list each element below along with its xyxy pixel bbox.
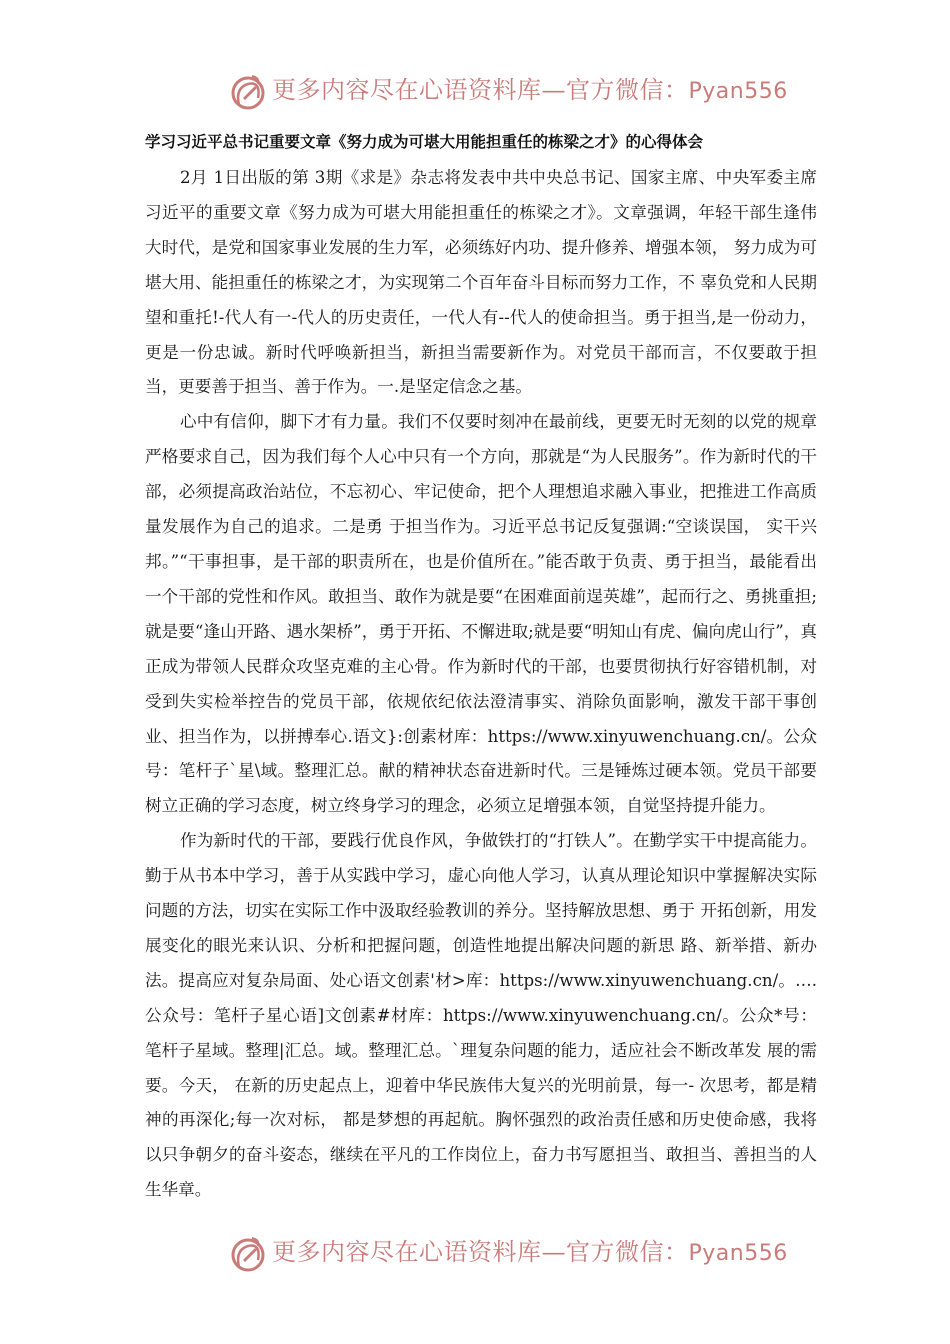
paragraph: 2月 1日出版的第 3期《求是》杂志将发表中共中央总书记、国家主席、中央军委主席习近平的重要文章《努力成为可堪大用能担重任的栋梁之才》。文章强调，年轻干部生逢伟大时代，是党和国家事业发展的生力军，必须练好内功、提升修养、增强本领， 努力成为可堪大用、能担重任的栋梁之才，为实现第二个百年奋斗目标而努力工作，不 辜负党和人民期望和重托!-代人有一-代人的历史责任，一代人有--代人的使命担当。勇于担当,是一份动力，更是一份忠诚。新时代呼唤新担当，新担当需要新作为。对党员干部而言，不仅要敢于担当，更要善于担当、善于作为。一.是坚定信念之基。 — [145, 168, 817, 397]
banner-wechat-id: Pyan556 — [688, 79, 788, 104]
paragraph: 心中有信仰，脚下才有力量。我们不仅要时刻冲在最前线，更要无时无刻的以党的规章严格要求自己，因为我们每个人心中只有一个方向，那就是“为人民服务”。作为新时代的干部，必须提高政治站位，不忘初心、牢记使命，把个人理想追求融入事业，把推进工作高质量发展作为自己的追求。二是勇 于担当作为。习近平总书记反复强调:“空谈误国， 实干兴邦。”“干事担事，是干部的职责所在，也是价值所在。”能否敢于负责、勇于担当，最能看出一个干部的党性和作风。敢担当、敢作为就是要“在困难面前逞英雄”，起而行之、勇挑重担;就是要“逢山开路、遇水架桥”，勇于开拓、不懈进取;就是要“明知山有虎、偏向虎山行”，真正成为带领人民群众攻坚克难的主心骨。作为新时代的干部，也要贯彻执行好容错机制，对受到失实检举控告的党员干部，依规依纪依法澄清事实、消除负面影响，激发干部干事创业、担当作为，以拼搏奉心.语文}:创素材库：https://www.xinyuwenchuang.cn/。公众号：笔杆子`星\域。整理汇总。献的精神状态奋进新时代。三是锤炼过硬本领。党员干部要树立正确的学习态度，树立终身学习的理念，必须立足增强本领，自觉坚持提升能力。 — [145, 412, 817, 816]
banner-text — [272, 1236, 788, 1270]
document-title: 学习习近平总书记重要文章《努力成为可堪大用能担重任的栋梁之才》的心得体会 — [145, 132, 704, 151]
header-banner — [0, 68, 950, 116]
brand-logo-icon — [228, 72, 268, 112]
banner-wechat-id: Pyan556 — [688, 1241, 788, 1266]
banner-caption: 更多内容尽在心语资料库—官方微信： — [272, 1238, 689, 1266]
footer-banner — [0, 1230, 950, 1278]
brand-logo-icon — [228, 1234, 268, 1274]
banner-text — [272, 74, 788, 108]
paragraph: 作为新时代的干部，要践行优良作风，争做铁打的“打铁人”。在勤学实干中提高能力。勤于从书本中学习，善于从实践中学习，虚心向他人学习，认真从理论知识中掌握解决实际问题的方法，切实在实际工作中汲取经验教训的养分。坚持解放思想、勇于 开拓创新，用发展变化的眼光来认识、分析和把握问题，创造性地提出解决问题的新思 路、新举措、新办法。提高应对复杂局面、处心语文创素'材>库：https://www.xinyuwenchuang.cn/。…. 公众号：笔杆子星心语]文创素#材库：https://www.xinyuwenchuang.cn/。公众*号：笔杆子星域。整理|汇总。域。整理汇总。`理复杂问题的能力，适应社会不断改革发 展的需要。今天， 在新的历史起点上，迎着中华民族伟大复兴的光明前景，每一- 次思考，都是精神的再深化;每一次对标， 都是梦想的再起航。胸怀强烈的政治责任感和历史使命感，我将以只争朝夕的奋斗姿态，继续在平凡的工作岗位上，奋力书写愿担当、敢担当、善担当的人生华章。 — [145, 831, 817, 1200]
banner-caption: 更多内容尽在心语资料库—官方微信： — [272, 76, 689, 104]
document-body — [145, 161, 817, 1208]
